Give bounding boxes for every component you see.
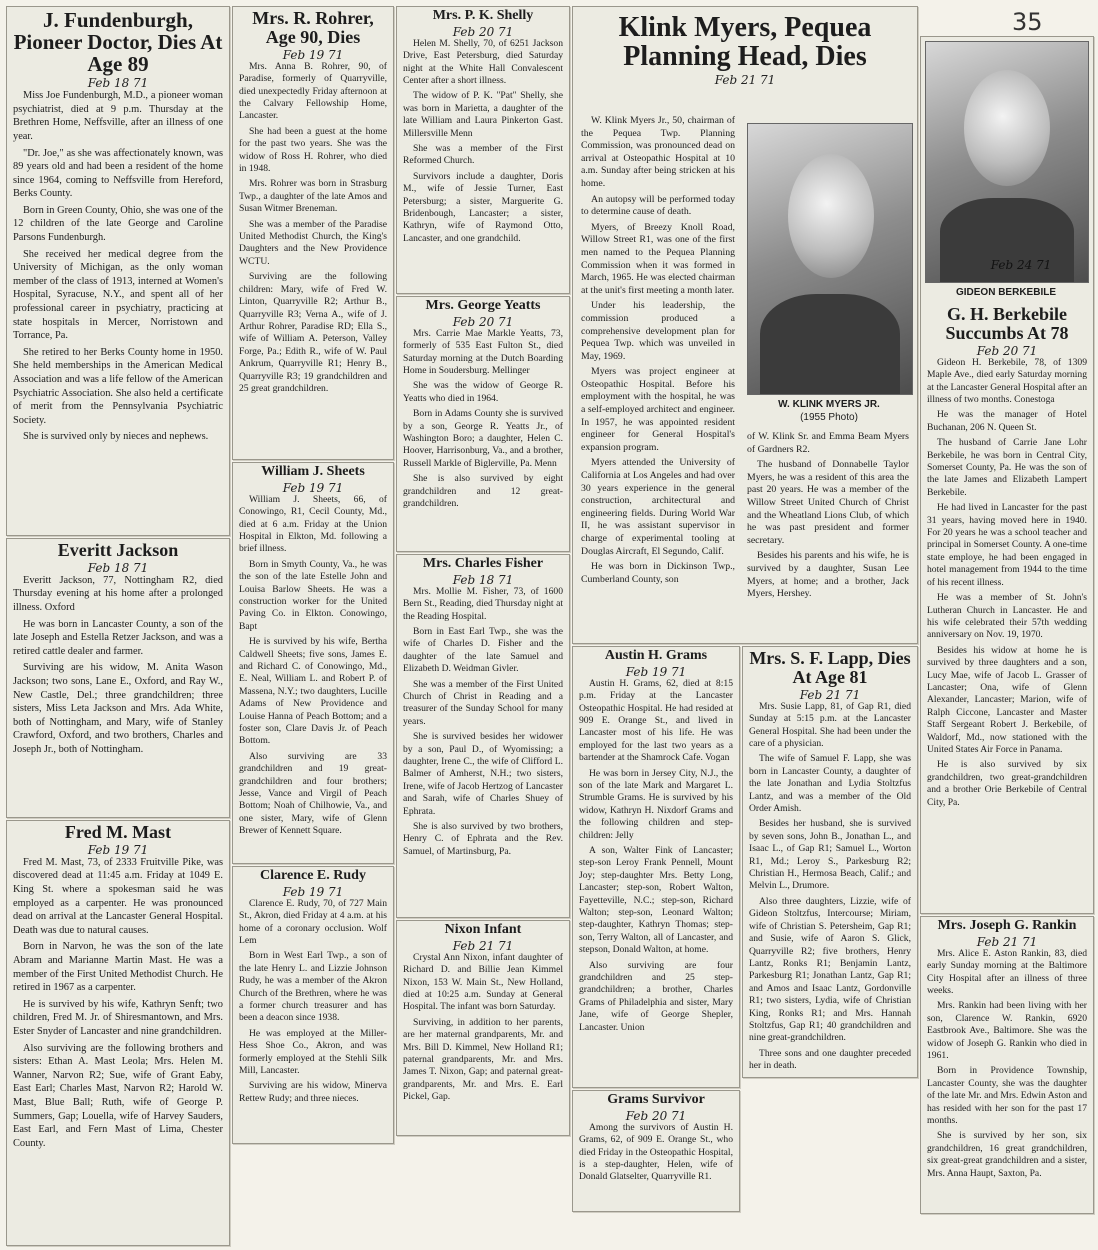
paragraph: She received her medical degree from the University of Michigan, as the only woman member of the class of 1913, interned at Women's Hospital, Syracuse, N.Y., and spent all of her professional career in psychiatry, practicing at state hospitals in Mercer, Norristown and Torrance, Pa. <box>13 248 223 342</box>
handwritten-date: Feb 21 71 <box>452 938 514 953</box>
clipping-myers <box>572 6 918 644</box>
photo-suit <box>760 294 900 394</box>
paragraph: He was the manager of Hotel Buchanan, 206 N. Queen St. <box>927 409 1087 433</box>
paragraph: She was a member of the First Reformed Church. <box>403 142 563 167</box>
clipping-fundenburgh <box>6 6 230 536</box>
paragraph: He was born in Lancaster County, a son of the late Joseph and Estella Retzer Jackson, and was a retired cattle dealer and farmer. <box>13 618 223 657</box>
paragraph: Born in West Earl Twp., a son of the late Henry L. and Lizzie Johnson Rudy, he was a member of the Akron Church of the Brethren, where he was a former church treasurer and has been a deacon since 1938. <box>239 950 387 1024</box>
handwritten-date: Feb 18 71 <box>452 572 514 587</box>
paragraph: W. Klink Myers Jr., 50, chairman of the Pequea Twp. Planning Commission, was pronounced dead on arrival at Osteopathic Hospital at 10 a.m. Sunday after being stricken at his home. <box>581 115 735 189</box>
handwritten-date: Feb 19 71 <box>282 47 344 62</box>
paragraph: Born in Green County, Ohio, she was one of the 12 children of the late George and Caroline Parsons Fundenburgh. <box>13 204 223 244</box>
paragraph: Survivors include a daughter, Doris M., wife of Jessie Turner, East Petersburg; a sister, Marguerite G. Bridenbough, Lancaster; a sister, Kathryn, wife of Raymond Otto, Lancaster, and one grandchild. <box>403 170 563 244</box>
article-body <box>7 574 229 757</box>
paragraph: He had lived in Lancaster for the past 31 years, having moved here in 1940. For 20 years he was a school teacher and principal in Somerset County. A one-time state employe, he had been engaged in hotel management from 1944 to the time of his recent illness. <box>927 502 1087 588</box>
paragraph: An autopsy will be performed today to determine cause of death. <box>581 193 735 218</box>
paragraph: Besides her husband, she is survived by seven sons, John B., Jonathan L., and Isaac L., of Gap R1; Samuel L., Worton R1, Md.; Leroy S., Parkesburg R2; Christian H., Hermosa Beach, Calif.; and Melvin L., Drumore. <box>749 818 911 892</box>
handwritten-date: Feb 20 71 <box>976 343 1038 358</box>
headline: Mrs. P. K. Shelly <box>432 8 534 23</box>
headline: Mrs. George Yeatts <box>425 298 541 313</box>
paragraph: She was the widow of George R. Yeatts who died in 1964. <box>403 380 563 404</box>
portrait-photo-berkebile <box>925 41 1089 283</box>
headline: J. Fundenburgh, Pioneer Doctor, Dies At Age 89 <box>13 8 223 77</box>
paragraph: Myers attended the University of California at Los Angeles and had over 30 years experience in the general construction, architectural and engineering fields. During World War II, he was assistant supervisor in charge of experimental tooling at Douglas Aircraft, El Segundo, Calif. <box>581 457 735 557</box>
headline: Mrs. R. Rohrer, Age 90, Dies <box>252 8 374 47</box>
myers-text-right <box>741 431 915 604</box>
paragraph: A son, Walter Fink of Lancaster; step-son Leroy Frank Pennell, Mount Joy; step-daughter Mrs. Betty Long, Lancaster; step-son, Robert Walton, Fayetteville, N.C.; step-son, Richard Walton; step-son, Leonard Walton; step-daughter, Kathryn Thomas; step-son, Terry Walton, all of Lancaster, and stepson, Donald Walton, at home. <box>579 844 733 956</box>
article-body <box>397 38 569 246</box>
clipping-nixon <box>396 920 570 1136</box>
paragraph: He is survived by his wife, Kathryn Senft; two children, Fred M. Jr. of Shiresmantown, and Mrs. Ester Snyder of Lancaster and nine grandchildren. <box>13 998 223 1038</box>
headline: Clarence E. Rudy <box>260 868 366 883</box>
clipping-rohrer <box>232 6 394 460</box>
paragraph: Besides his widow at home he is survived by three daughters and a son, Lucy Mae, wife of Jacob L. Grasser of Lancaster; Ona, wife of Glenn Alexander, Lancaster; Marion, wife of Ralph Ciccone, Lancaster and Master Staff Sergeant Robert J. Berkebile, of Waldorf, Md., now stationed with the United States Air Force in Panama. <box>927 644 1087 755</box>
headline: Grams Survivor <box>607 1092 705 1107</box>
paragraph: She is survived only by nieces and nephews. <box>23 431 209 443</box>
article-body <box>233 494 393 838</box>
handwritten-date: Feb 21 71 <box>799 687 861 702</box>
paragraph: Also surviving are the following brothers and sisters: Ethan A. Mast Leola; Mrs. Helen M. Wanner, Narvon R2; Sue, wife of Grant Eaby, East Earl; Charles Mast, Narvon R2; Harold W. Mast, Blue Ball; Ruth, wife of George P. Summers, Gap; Louella, wife of Harvey Sauders, East Earl, and Fern Mast of Lima, Chester County. <box>13 1042 223 1149</box>
paragraph: He is survived by his wife, Bertha Caldwell Sheets; five sons, James E. and Richard C. of Conowingo, Md., E. Neal, William L. and Robert P. of Massena, N.Y.; two daughters, Lucille Adams of New Providence and Louise Hanna of Peach Bottom; and a foster son, Clare Davis Jr. of Peach Bottom. <box>239 636 387 747</box>
paragraph: Gideon H. Berkebile, 78, of 1309 Maple Ave., died early Saturday morning at the Lancaster General Hospital after an illness of two months. Conestoga <box>927 356 1087 405</box>
handwritten-date: Feb 19 71 <box>625 664 687 679</box>
paragraph: She is also survived by two brothers, Henry C. of Ephrata and the Rev. Samuel, of Martinsburg, Pa. <box>403 821 563 857</box>
clipping-berkebile <box>920 36 1094 914</box>
article-body <box>397 328 569 511</box>
paragraph: Surviving are his widow, M. Anita Wason Jackson; two sons, Lane E., Oxford, and Ray W., New Castle, Del.; three grandchildren; three sisters, Miss Leta Jackson and Mrs. Ada White, both of Nottingham, and Mary, wife of Stanley Crawford, Oxford, and two brothers, Charles and Joseph Jr., both of Nottingham. <box>13 662 223 756</box>
paragraph: Mrs. Alice E. Aston Rankin, 83, died early Sunday morning at the Baltimore City Hospital after an illness of three weeks. <box>927 947 1087 996</box>
headline: Austin H. Grams <box>604 648 708 663</box>
paragraph: She was a member of the First United Church of Christ in Reading and a treasurer of the Sunday School for many years. <box>403 678 563 727</box>
paragraph: The husband of Carrie Jane Lohr Berkebile, he was born in Central City, Somerset County, Pa. He was the son of the late James and Elizabeth Lampert Berkebile. <box>927 437 1087 498</box>
paragraph: Surviving, in addition to her parents, are her maternal grandparents, Mr. and Mrs. Bill D. Kimmel, New Holland R1; paternal grandparents, Mr. and Mrs. James T. Nixon, Gap; and paternal great-grandparents, Mr. and Mrs. E. Earl Pickel, Gap. <box>403 1016 563 1103</box>
handwritten-date: Feb 19 71 <box>87 842 149 857</box>
headline: G. H. Berkebile Succumbs At 78 <box>945 304 1069 343</box>
clipping-rankin <box>920 916 1094 1214</box>
paragraph: Under his leadership, the commission produced a comprehensive development plan for Pequea Twp. which was unveiled in May, 1969. <box>581 300 735 362</box>
paragraph: He is also survived by six grandchildren, two great-grandchildren and a brother Orie Berkebile of Central City, Pa. <box>927 759 1087 808</box>
article-body <box>397 952 569 1104</box>
article-body <box>743 701 917 1073</box>
article-body <box>573 678 739 1034</box>
handwritten-date: Feb 18 71 <box>87 560 149 575</box>
headline: Nixon Infant <box>444 922 522 937</box>
paragraph: Mrs. Anna B. Rohrer, 90, of Paradise, formerly of Quarryville, died unexpectedly Friday afternoon at the Calvary Fellowship Home, Lancaster. <box>239 60 387 122</box>
paragraph: Mrs. Mollie M. Fisher, 73, of 1600 Bern St., Reading, died Thursday night at the Reading Hospital. <box>403 585 563 622</box>
paragraph: Crystal Ann Nixon, infant daughter of Richard D. and Billie Jean Kimmel Nixon, 153 W. Main St., New Holland, died at 10:25 a.m. Sunday at General Hospital. The infant was born Saturday. <box>403 951 563 1013</box>
paragraph: She retired to her Berks County home in 1950. She held memberships in the American Medical Association and was a life fellow of the American Psychiatric Association. She also held a certificate of merit from the Pennsylvania Psychiatric Society. <box>13 346 223 426</box>
paragraph: She is survived by her son, six grandchildren, 16 great grandchildren, six great-great grandchildren and a sister, Mrs. Anna Haupt, Saxton, Pa. <box>927 1130 1087 1179</box>
paragraph: Everitt Jackson, 77, Nottingham R2, died Thursday evening at his home after a prolonged illness. Oxford <box>13 574 223 614</box>
paragraph: Mrs. Rankin had been living with her son, Clarence W. Rankin, 6920 Eastbrook Ave., Baltimore. She was the widow of Joseph G. Rankin who died in 1961. <box>927 1000 1087 1061</box>
paragraph: Born in East Earl Twp., she was the wife of Charles D. Fisher and the daughter of the late Samuel and Elizabeth D. Weidman Givler. <box>403 625 563 675</box>
clipping-sheets <box>232 462 394 864</box>
paragraph: Also three daughters, Lizzie, wife of Gideon Stoltzfus, Intercourse; Miriam, wife of Christian S. Petersheim, Gap R1; and Susie, wife of Aaron S. Glick, Quarryville R2; five brothers, Henry Lantz, Ronks R1; Benjamin Lantz, Parkesburg R1; Jonathan Lantz, Gap R1; and Amos and Isaac Lantz, Gordonville R1; two sisters, Lydia, wife of Christian King, Ronks R1; and Mrs. Hannah Stoltzfus, Gap R1; 40 grandchildren and nine great-grandchildren. <box>749 895 911 1044</box>
headline: Fred M. Mast <box>64 822 172 842</box>
paragraph: Also surviving are four grandchildren and 25 step-grandchildren; a brother, Charles Grams of Philadelphia and sister, Mary Jane, wife of George Shepler, Lancaster. Union <box>579 959 733 1033</box>
paragraph: She had been a guest at the home for the past two years. She was the widow of Ross H. Rohrer, who died in 1948. <box>239 125 387 175</box>
paragraph: Also surviving are 33 grandchildren and 19 great-grandchildren and four brothers; Jesse, Vance and Virgil of Peach Bottom; Noah of Chilhowie, Va., and one sister, Mary, wife of Glenn Brewer of Kennett Square. <box>239 750 387 837</box>
paragraph: Besides his parents and his wife, he is survived by a daughter, Susan Lee Myers, at home; and a brother, Jack Myers, Hershey. <box>747 550 909 600</box>
article-body <box>573 1122 739 1184</box>
myers-text-left <box>575 115 741 589</box>
paragraph: Austin H. Grams, 62, died at 8:15 p.m. Friday at the Lancaster Osteopathic Hospital. He had resided at 909 E. Orange St., and lived in Lancaster most of his life. He was employed for the last two years as a bartender at the Shamrock Cafe. Vogan <box>579 677 733 764</box>
paragraph: of W. Klink Sr. and Emma Beam Myers of Gardners R2. <box>747 431 909 455</box>
paragraph: Mrs. Carrie Mae Markle Yeatts, 73, formerly of 535 East Fulton St., died Saturday morning at the Dutch Boarding Home in Soudersburg. Mellinger <box>403 327 563 376</box>
paragraph: The husband of Donnabelle Taylor Myers, he was a resident of this area the past 20 years. He was a member of the Willow Street United Church of Christ and the Wheatland Lions Club, of which he was past president and former secretary. <box>747 459 909 546</box>
headline: Everitt Jackson <box>57 540 179 560</box>
clipping-grams-survivor <box>572 1090 740 1212</box>
paragraph: He was born in Dickinson Twp., Cumberland County, son <box>581 561 735 585</box>
handwritten-date: Feb 20 71 <box>625 1108 687 1123</box>
paragraph: She is survived besides her widower by a son, Paul D., of Wyomissing; a daughter, Irene C., the wife of Clifford L. Balmer of Amherst, N.H.; two sisters, Irene, wife of Jacob Hertzog of Lancaster and Sarah, wife of Charles Shuey of Ephrata. <box>403 731 563 817</box>
article-body <box>397 586 569 859</box>
clipping-grams <box>572 646 740 1088</box>
headline: Klink Myers, Pequea Planning Head, Dies <box>618 12 872 73</box>
berkebile-article <box>921 303 1093 812</box>
handwritten-date: Feb 20 71 <box>452 314 514 329</box>
photo-handwritten-date: Feb 24 71 <box>990 258 1052 272</box>
paragraph: Fred M. Mast, 73, of 2333 Fruitville Pike, was discovered dead at 11:45 a.m. Friday at 1049 E. King St. where a spokesman said he was employed as a carpenter. He was pronounced dead on arrival at the Lancaster General Hospital. Death was due to natural causes. <box>13 856 223 936</box>
photo-caption: W. KLINK MYERS JR. <box>778 399 880 410</box>
paragraph: "Dr. Joe," as she was affectionately known, was 89 years old and had been a resident of the home since 1964, coming to Neffsville from Hereford, Berks County. <box>13 147 223 200</box>
photo-face <box>788 154 874 278</box>
photo-face <box>964 70 1050 186</box>
paragraph: Myers, of Breezy Knoll Road, Willow Street R1, was one of the first men named to the Pequea Planning Commission when it was formed in March, 1965. He was elected chairman at the unit's first meeting a month later. <box>581 221 735 296</box>
clipping-shelly <box>396 6 570 294</box>
paragraph: He was employed at the Miller-Hess Shoe Co., Akron, and was formerly employed at the Stehli Silk Mill, Lancaster. <box>239 1027 387 1076</box>
handwritten-date: Feb 19 71 <box>282 884 344 899</box>
paragraph: She was a member of the Paradise United Methodist Church, the King's Daughters and the New Providence WCTU. <box>239 218 387 267</box>
article-body <box>921 357 1093 809</box>
paragraph: Born in Adams County she is survived by a son, George R. Yeatts Jr., of Washington Boro; a daughter, Helen C. Hoover, Harrisonburg, Va., and a brother, Russell Markle of Biglerville, Pa. Menn <box>403 408 563 469</box>
paragraph: Among the survivors of Austin H. Grams, 62, of 909 E. Orange St., who died Friday in the Osteopathic Hospital, is a step-daughter, Helen, wife of Donald Glatselter, Quarryville R1. <box>579 1121 733 1183</box>
clipping-mast <box>6 820 230 1246</box>
handwritten-date: Feb 21 71 <box>976 934 1038 949</box>
article-body <box>7 89 229 444</box>
headline: William J. Sheets <box>261 464 365 479</box>
handwritten-date: Feb 21 71 <box>714 72 776 87</box>
paragraph: Miss Joe Fundenburgh, M.D., a pioneer woman psychiatrist, died at 9 p.m. Thursday at the Brethren Home, Neffsville, after an illness of one year. <box>13 90 223 142</box>
paragraph: The wife of Samuel F. Lapp, she was born in Lancaster County, a daughter of the late Jonathan and Lydia Stoltzfus Lantz, and was a member of the Old Order Amish. <box>749 753 911 815</box>
paragraph: Clarence E. Rudy, 70, of 727 Main St., Akron, died Friday at 4 a.m. at his home of a coronary occlusion. Wolf Lem <box>239 897 387 946</box>
photo-caption: GIDEON BERKEBILE <box>955 287 1056 298</box>
clipping-lapp <box>742 646 918 1078</box>
paragraph: Born in Smyth County, Va., he was the son of the late Estelle John and Louisa Barlow Sheets. He was a construction worker for the United Paving Co. in Elkton. Conowingo, Bapt <box>239 558 387 632</box>
paragraph: William J. Sheets, 66, of Conowingo, R1, Cecil County, Md., died at 6 a.m. Friday at the Union Hospital in Elkton, Md. following a brief illness. <box>239 493 387 555</box>
paragraph: The widow of P. K. "Pat" Shelly, she was born in Marietta, a daughter of the late William and Laura Pinkerton Gast. Millersville Menn <box>403 90 563 139</box>
paragraph: Born in Narvon, he was the son of the late Abram and Marianne Martin Mast. He was a member of the First United Methodist Church. He retired in 1967 as a carpenter. <box>13 941 223 994</box>
clipping-yeatts <box>396 296 570 552</box>
headline: Mrs. S. F. Lapp, Dies At Age 81 <box>749 648 911 687</box>
paragraph: Mrs. Susie Lapp, 81, of Gap R1, died Sunday at 5:15 p.m. at the Lancaster General Hospital. She had been under the care of a physician. <box>749 700 911 749</box>
article-body <box>233 898 393 1106</box>
paragraph: He was born in Jersey City, N.J., the son of the late Mark and Margaret L. Strumble Grams. He is survived by his widow, Kathryn H. Nixdorf Grams and the following children and step-children: Jelly <box>579 767 733 841</box>
clipping-fisher <box>396 554 570 918</box>
article-body <box>7 856 229 1150</box>
photo-subcaption: (1955 Photo) <box>800 412 858 423</box>
clipping-jackson <box>6 538 230 818</box>
portrait-photo-myers <box>747 123 913 395</box>
page-number: 35 <box>1012 8 1043 36</box>
article-body <box>233 61 393 396</box>
clipping-rudy <box>232 866 394 1144</box>
paragraph: Mrs. Rohrer was born in Strasburg Twp., a daughter of the late Amos and Susan Witmer Breneman. <box>239 178 387 215</box>
paragraph: Three sons and one daughter preceded her in death. <box>749 1047 911 1072</box>
headline: Mrs. Charles Fisher <box>422 556 544 571</box>
paragraph: He was a member of St. John's Lutheran Church in Lancaster. He and his wife celebrated their 57th wedding anniversary on Nov. 19, 1970. <box>927 592 1087 641</box>
paragraph: Born in Providence Township, Lancaster County, she was the daughter of the late Mr. and Mrs. Edwin Aston and has resided with her son for the past 17 months. <box>927 1065 1087 1126</box>
article-body <box>921 948 1093 1180</box>
handwritten-date: Feb 20 71 <box>452 24 514 39</box>
handwritten-date: Feb 18 71 <box>87 76 149 91</box>
paragraph: Myers was project engineer at Osteopathic Hospital. Before his employment with the hospital, he was a self-employed architect and engineer. In 1957, he was appointed resident engineer for General Hospital's expansion program. <box>581 366 735 453</box>
paragraph: Helen M. Shelly, 70, of 6251 Jackson Drive, East Petersburg, died Saturday night at the White Hall Convalescent Center after a short illness. <box>403 37 563 86</box>
handwritten-date: Feb 19 71 <box>282 480 344 495</box>
headline: Mrs. Joseph G. Rankin <box>937 918 1077 933</box>
paragraph: Surviving are his widow, Minerva Rettew Rudy; and three nieces. <box>239 1080 387 1104</box>
paragraph: Surviving are the following children: Mary, wife of Fred W. Linton, Quarryville R2; Arthur B., Quarryville R3; Verna A., wife of J. Arthur Rohrer, Paradise RD; Ella S., wife of William A. Peterson, Valley Forge, Pa.; Edith R., wife of W. Paul Ankrum, Quarryville R1; Henry B., Quarryville R3; 19 grandchildren and 25 great grandchildren. <box>239 271 387 394</box>
paragraph: She is also survived by eight grandchildren and 12 great-grandchildren. <box>403 473 563 509</box>
